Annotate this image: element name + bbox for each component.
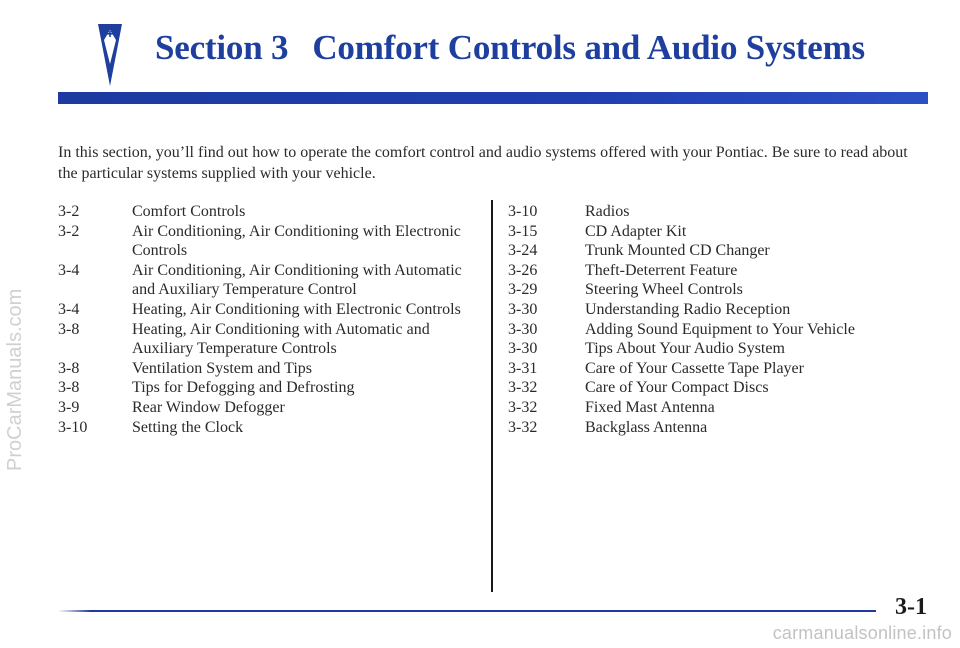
toc-page-number: 3-2 bbox=[58, 222, 80, 240]
toc-entry-title: Ventilation System and Tips bbox=[132, 359, 313, 377]
intro-paragraph: In this section, you’ll find out how to operate the comfort control and audio systems offered with your Pontiac. Be sure to read about the particular systems supplied with your vehicle. bbox=[58, 144, 908, 182]
toc-entry-title: Adding Sound Equipment to Your Vehicle bbox=[585, 320, 855, 338]
section-title: Comfort Controls and Audio Systems bbox=[312, 28, 865, 67]
section-label: Section 3 bbox=[155, 28, 289, 67]
toc-entry-title: Tips for Defogging and Defrosting bbox=[132, 379, 355, 397]
toc-page-number: 3-29 bbox=[508, 281, 538, 299]
toc-entry-title: Comfort Controls bbox=[132, 203, 246, 220]
toc-page-number: 3-15 bbox=[508, 222, 538, 240]
toc-page-number: 3-26 bbox=[508, 261, 538, 279]
toc-entry bbox=[58, 261, 478, 300]
toc-entry bbox=[58, 300, 478, 320]
pontiac-arrowhead-icon bbox=[96, 20, 124, 90]
toc-entry bbox=[508, 378, 928, 398]
toc-entry-title: Care of Your Compact Discs bbox=[585, 379, 769, 397]
toc-entry bbox=[58, 222, 478, 261]
toc-entry bbox=[508, 320, 928, 340]
footer-rule bbox=[58, 610, 876, 612]
toc-entry bbox=[508, 222, 928, 242]
toc-entry-title: Air Conditioning, Air Conditioning with Automatic and Auxiliary Temperature Control bbox=[132, 261, 462, 299]
toc-entry-title: Heating, Air Conditioning with Electronic Controls bbox=[132, 300, 461, 318]
toc-entry bbox=[508, 280, 928, 300]
toc-page-number: 3-2 bbox=[58, 203, 80, 220]
toc-entry-title: Radios bbox=[585, 203, 630, 220]
toc-entry-title: Rear Window Defogger bbox=[132, 398, 285, 416]
toc-entry-title: Setting the Clock bbox=[132, 418, 244, 436]
toc-entry-title: Tips About Your Audio System bbox=[585, 340, 785, 358]
toc-page-number: 3-24 bbox=[508, 242, 538, 260]
page-number: 3-1 bbox=[895, 594, 927, 620]
toc-entry-title: Theft-Deterrent Feature bbox=[585, 261, 738, 279]
toc-page-number: 3-8 bbox=[58, 379, 80, 397]
toc-entry bbox=[58, 418, 478, 438]
toc-entry-title: Backglass Antenna bbox=[585, 418, 708, 436]
toc-entry-title: Steering Wheel Controls bbox=[585, 281, 743, 299]
page-title bbox=[155, 28, 865, 68]
toc-page-number: 3-9 bbox=[58, 398, 80, 416]
toc-page-number: 3-30 bbox=[508, 320, 538, 338]
toc-entry bbox=[508, 261, 928, 281]
toc-entry-title: Heating, Air Conditioning with Automatic and Auxiliary Temperature Controls bbox=[132, 320, 430, 358]
toc-entry bbox=[58, 359, 478, 379]
toc-page-number: 3-8 bbox=[58, 359, 80, 377]
toc-right-column bbox=[508, 202, 928, 437]
toc-entry bbox=[58, 320, 478, 359]
column-divider bbox=[491, 200, 493, 592]
header-rule bbox=[58, 92, 928, 104]
side-watermark: ProCarManuals.com bbox=[4, 288, 26, 472]
toc-entry bbox=[508, 241, 928, 261]
toc-entry bbox=[508, 418, 928, 438]
toc-entry-title: Fixed Mast Antenna bbox=[585, 398, 715, 416]
toc-entry bbox=[508, 202, 928, 222]
toc-page-number: 3-32 bbox=[508, 379, 538, 397]
toc-entry-title: Air Conditioning, Air Conditioning with Electronic Controls bbox=[132, 222, 461, 260]
toc-entry bbox=[508, 300, 928, 320]
toc-page-number: 3-4 bbox=[58, 261, 80, 279]
toc-entry bbox=[58, 202, 478, 222]
toc-page-number: 3-4 bbox=[58, 300, 80, 318]
toc-entry-title: Care of Your Cassette Tape Player bbox=[585, 359, 804, 377]
toc-entry-title: Understanding Radio Reception bbox=[585, 300, 791, 318]
toc-page-number: 3-32 bbox=[508, 398, 538, 416]
toc-page-number: 3-31 bbox=[508, 359, 538, 377]
toc-entry bbox=[58, 398, 478, 418]
toc-entry bbox=[508, 339, 928, 359]
toc-page-number: 3-32 bbox=[508, 418, 538, 436]
toc-entry-title: CD Adapter Kit bbox=[585, 222, 687, 240]
toc-page-number: 3-30 bbox=[508, 300, 538, 318]
toc-page-number: 3-10 bbox=[58, 418, 88, 436]
toc-page-number: 3-30 bbox=[508, 340, 538, 358]
toc-page-number: 3-10 bbox=[508, 203, 538, 220]
toc-left-column bbox=[58, 202, 478, 437]
toc-entry bbox=[58, 378, 478, 398]
toc-entry bbox=[508, 398, 928, 418]
toc-entry bbox=[508, 359, 928, 379]
toc-entry-title: Trunk Mounted CD Changer bbox=[585, 242, 770, 260]
bottom-watermark: carmanualsonline.info bbox=[772, 623, 952, 643]
toc-page-number: 3-8 bbox=[58, 320, 80, 338]
